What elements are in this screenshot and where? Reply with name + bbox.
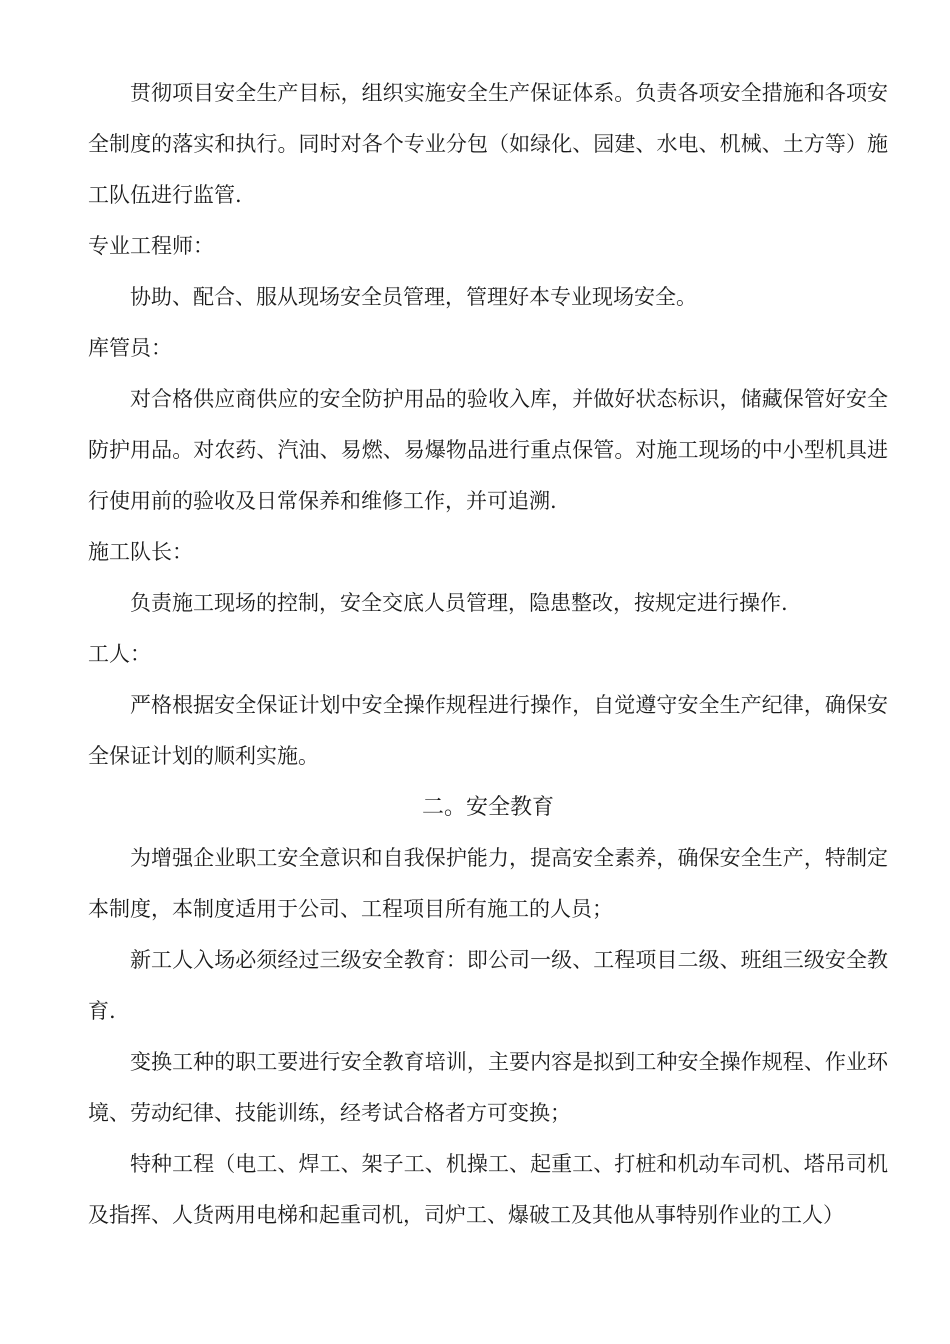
paragraph-education-purpose: 为增强企业职工安全意识和自我保护能力，提高安全素养，确保安全生产，特制定本制度，本制度适用于公司、工程项目所有施工的人员； [88,846,888,921]
paragraph-new-worker-education: 新工人入场必须经过三级安全教育：即公司一级、工程项目二级、班组三级安全教育. [88,948,888,1023]
paragraph-job-change-training: 变换工种的职工要进行安全教育培训，主要内容是拟到工种安全操作规程、作业环境、劳动纪律、技能训练，经考试合格者方可变换； [88,1050,888,1125]
section-title-safety-education: 二。安全教育 [421,795,554,820]
role-heading-specialist-engineer: 专业工程师： [88,234,214,258]
paragraph-safety-officer-duties: 贯彻项目安全生产目标，组织实施安全生产保证体系。负责各项安全措施和各项安全制度的落实和执行。同时对各个专业分包（如绿化、园建、水电、机械、土方等）施工队伍进行监管. [88,81,888,207]
paragraph-special-trades: 特种工程（电工、焊工、架子工、机操工、起重工、打桩和机动车司机、塔吊司机及指挥、人货两用电梯和起重司机，司炉工、爆破工及其他从事特别作业的工人） [88,1152,888,1227]
paragraph-specialist-engineer-duties: 协助、配合、服从现场安全员管理，管理好本专业现场安全。 [130,285,697,309]
paragraph-team-leader-duties: 负责施工现场的控制，安全交底人员管理，隐患整改，按规定进行操作. [130,591,788,615]
paragraph-worker-duties: 严格根据安全保证计划中安全操作规程进行操作，自觉遵守安全生产纪律，确保安全保证计划的顺利实施。 [88,693,888,768]
document-page [88,68,888,1241]
role-heading-team-leader: 施工队长： [88,540,193,564]
role-heading-warehouse-keeper: 库管员： [88,336,172,360]
paragraph-warehouse-keeper-duties: 对合格供应商供应的安全防护用品的验收入库，并做好状态标识，储藏保管好安全防护用品。对农药、汽油、易燃、易爆物品进行重点保管。对施工现场的中小型机具进行使用前的验收及日常保养和维修工作，并可追溯. [88,387,888,513]
role-heading-worker: 工人： [88,642,151,666]
